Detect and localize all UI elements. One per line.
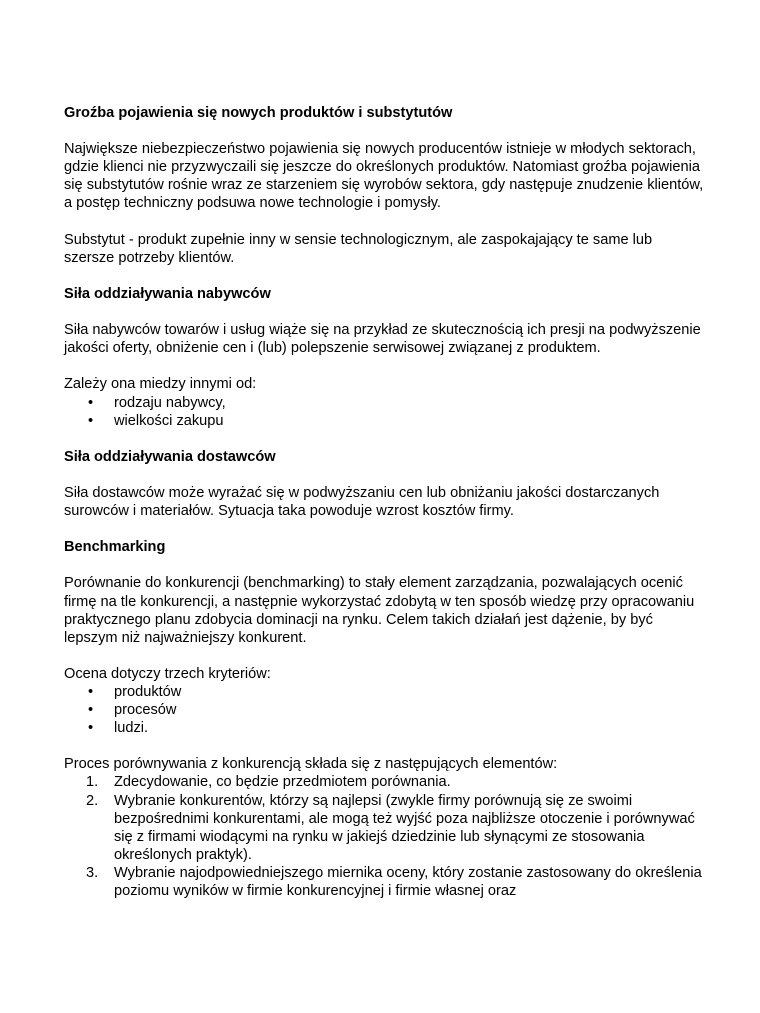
step-number: 1. [86, 774, 99, 791]
list-item [64, 864, 704, 900]
process-steps-list [64, 773, 704, 900]
paragraph-benchmarking-2: Ocena dotyczy trzech kryteriów: [64, 665, 271, 682]
step-number: 2. [86, 792, 99, 809]
heading-buyers: Siła oddziaływania nabywców [64, 285, 271, 302]
paragraph-threat-1: Największe niebezpieczeństwo pojawienia się nowych producentów istnieje w młodych sektorach, gdzie klienci nie przyzwyczaili się jeszcze do określonych produktów. Natomiast groźba pojawienia się substytutów rośnie wraz ze starzeniem się wyrobów sektora, gdy następuje znudzenie klientów, a postęp techniczny podsuwa nowe technologie i pomysły. [64, 141, 704, 212]
list-item: • wielkości zakupu [64, 412, 704, 430]
list-item: • procesów [64, 701, 704, 719]
step-text: Wybranie najodpowiedniejszego miernika oceny, który zostanie zastosowany do określenia poziomu wyników w firmie konkurencyjnej i firmie własnej oraz [114, 864, 702, 900]
list-item: • rodzaju nabywcy, [64, 394, 704, 412]
heading-threat: Groźba pojawienia się nowych produktów i substytutów [64, 105, 453, 121]
list-item [64, 792, 704, 864]
list-item: • ludzi. [64, 719, 704, 737]
document-body [64, 104, 704, 900]
paragraph-benchmarking-3: Proces porównywania z konkurencją składa się z następujących elementów: [64, 756, 558, 773]
paragraph-buyers-2: Zależy ona miedzy innymi od: [64, 376, 257, 393]
paragraph-benchmarking-1: Porównanie do konkurencji (benchmarking) to stały element zarządzania, pozwalających ocenić firmę na tle konkurencji, a następnie wykorzystać zdobytą w ten sposób wiedzę przy opracowaniu praktycznego planu zdobycia dominacji na rynku. Celem takich działań jest dążenie, by być lepszym niż najważniejszy konkurent. [64, 575, 695, 646]
paragraph-suppliers-1: Siła dostawców może wyrażać się w podwyższaniu cen lub obniżaniu jakości dostarczanych surowców i materiałów. Sytuacja taka powoduje wzrost kosztów firmy. [64, 484, 660, 520]
step-text: Wybranie konkurentów, którzy są najlepsi (zwykle firmy porównują się ze swoimi bezpośrednimi konkurentami, ale mogą też wyjść poza najbliższe otoczenie i porównywać się z firmami wiodącymi na rynku w jakiejś dziedzinie lub słynącymi ze stosowania określonych praktyk). [114, 792, 695, 863]
paragraph-substitute-definition: Substytut - produkt zupełnie inny w sensie technologicznym, ale zaspokajający te same lub szersze potrzeby klientów. [64, 231, 653, 266]
step-text: Zdecydowanie, co będzie przedmiotem porównania. [114, 774, 451, 791]
paragraph-buyers-1: Siła nabywców towarów i usług wiąże się na przykład ze skutecznością ich presji na podwyższenie jakości oferty, obniżenie cen i (lub) polepszenie serwisowej związanej z produktem. [64, 322, 701, 357]
list-item: • produktów [64, 683, 704, 701]
list-item [64, 773, 704, 791]
heading-benchmarking: Benchmarking [64, 539, 166, 556]
step-number: 3. [86, 864, 99, 881]
heading-suppliers: Siła oddziaływania dostawców [64, 448, 276, 465]
criteria-bullet-list [64, 683, 704, 737]
buyers-bullet-list [64, 394, 704, 430]
